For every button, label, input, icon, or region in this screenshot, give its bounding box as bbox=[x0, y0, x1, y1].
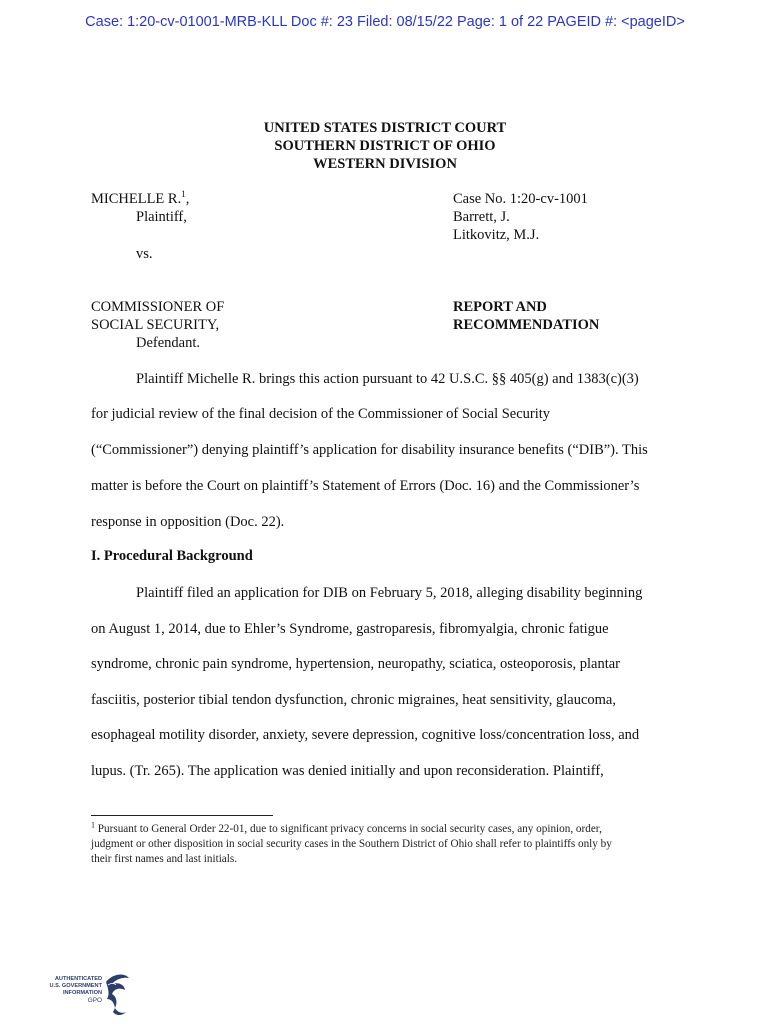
body-line: syndrome, chronic pain syndrome, hypertension, neuropathy, sciatica, osteoporosis, plantar bbox=[91, 656, 620, 672]
body-line: Plaintiff Michelle R. brings this action pursuant to 42 U.S.C. §§ 405(g) and 1383(c)(3) bbox=[136, 371, 639, 387]
body-line: esophageal motility disorder, anxiety, severe depression, cognitive loss/concentration loss, and bbox=[91, 727, 640, 743]
footnote-separator bbox=[91, 815, 273, 816]
body-line: lupus. (Tr. 265). The application was denied initially and upon reconsideration. Plaintiff, bbox=[91, 763, 604, 779]
logo-text-line3: INFORMATION bbox=[62, 990, 102, 996]
section-heading: I. Procedural Background bbox=[91, 548, 253, 564]
gpo-authenticated-logo bbox=[44, 972, 144, 1018]
court-division: WESTERN DIVISION bbox=[313, 156, 457, 172]
plaintiff-role: Plaintiff, bbox=[136, 209, 187, 225]
body-line: Plaintiff filed an application for DIB on February 5, 2018, alleging disability beginning bbox=[136, 585, 643, 601]
court-name: UNITED STATES DISTRICT COURT bbox=[263, 120, 507, 136]
footnote-number: 1 bbox=[91, 820, 95, 830]
defendant-role: Defendant. bbox=[136, 335, 201, 351]
plaintiff-name: MICHELLE R. bbox=[91, 191, 182, 207]
body-line: for judicial review of the final decision of the Commissioner of Social Security bbox=[91, 406, 551, 422]
document-title-line1: REPORT AND bbox=[453, 299, 547, 315]
case-header-stamp: Case: 1:20-cv-01001-MRB-KLL Doc #: 23 Filed: 08/15/22 Page: 1 of 22 PAGEID #: <pageID> bbox=[85, 14, 685, 30]
logo-text-line2: U.S. GOVERNMENT bbox=[49, 983, 102, 989]
body-line: fasciitis, posterior tibial tendon dysfunction, chronic migraines, heat sensitivity, glaucoma, bbox=[91, 692, 616, 708]
logo-text-line1: AUTHENTICATED bbox=[54, 976, 102, 982]
logo-text-line4: GPO bbox=[87, 997, 102, 1004]
body-line: (“Commissioner”) denying plaintiff’s application for disability insurance benefits (“DIB”). This bbox=[91, 442, 648, 458]
district-judge: Barrett, J. bbox=[453, 209, 510, 225]
case-number: Case No. 1:20-cv-1001 bbox=[453, 191, 588, 207]
document-title-line2: RECOMMENDATION bbox=[453, 317, 600, 333]
footnote-line: their first names and last initials. bbox=[91, 853, 238, 865]
body-line: on August 1, 2014, due to Ehler’s Syndrome, gastroparesis, fibromyalgia, chronic fatigue bbox=[91, 621, 609, 637]
magistrate-judge: Litkovitz, M.J. bbox=[453, 227, 540, 243]
defendant-name-line2: SOCIAL SECURITY, bbox=[91, 317, 220, 333]
body-line: response in opposition (Doc. 22). bbox=[91, 514, 285, 530]
footnote-line: $^1$ Pursuant to General Order 22-01, due to significant privacy concerns in social security cases, any opinion, order, bbox=[91, 820, 602, 835]
eagle-icon bbox=[102, 972, 132, 1018]
footnote-marker[interactable]: 1 bbox=[181, 189, 186, 200]
defendant-name-line1: COMMISSIONER OF bbox=[91, 299, 225, 315]
body-line: matter is before the Court on plaintiff’s Statement of Errors (Doc. 16) and the Commissioner’s bbox=[91, 478, 640, 494]
court-district: SOUTHERN DISTRICT OF OHIO bbox=[274, 138, 496, 154]
footnote-line: judgment or other disposition in social security cases in the Southern District of Ohio shall refer to plaintiffs only by bbox=[91, 838, 612, 850]
versus: vs. bbox=[136, 246, 153, 262]
plaintiff-name-line: MICHELLE R.$^1$, bbox=[91, 189, 190, 207]
